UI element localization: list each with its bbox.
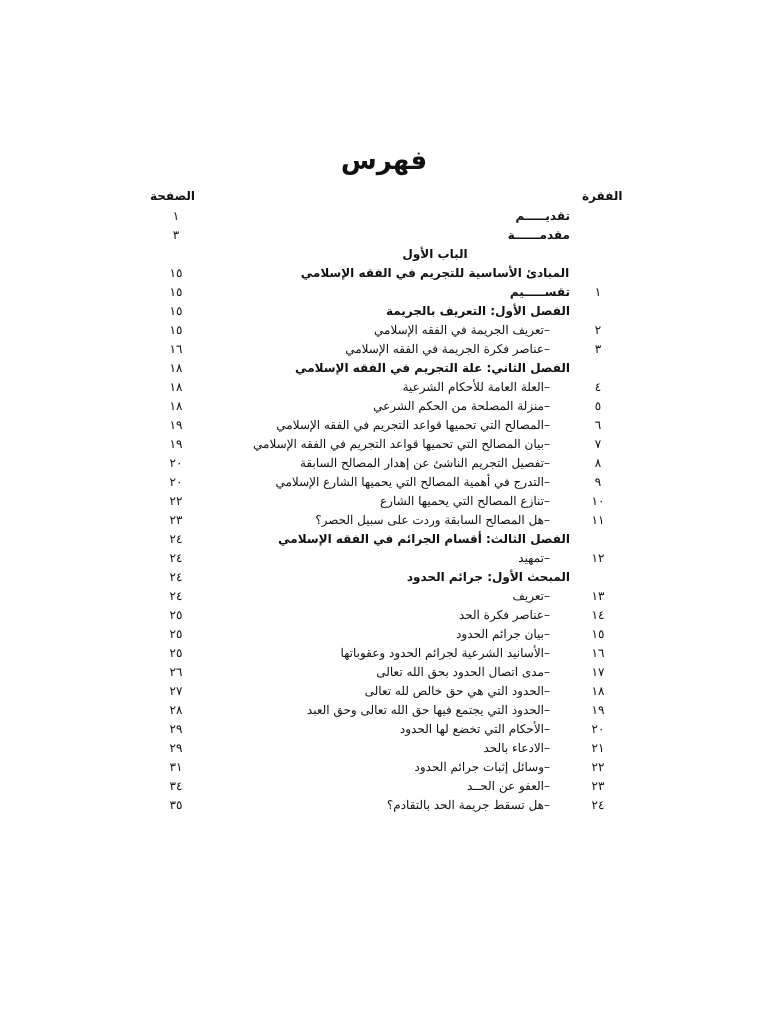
toc-entry-title: الحدود التي يجتمع فيها حق الله تعالى وحق العبد bbox=[306, 703, 544, 717]
toc-entry-title: تعريف الجريمة في الفقه الإسلامي bbox=[374, 323, 544, 337]
toc-entry-title: تعريف bbox=[512, 589, 544, 603]
toc-entry-title: تمهيد bbox=[518, 551, 544, 565]
toc-paragraph-number: ١٩ bbox=[591, 703, 605, 717]
toc-row bbox=[0, 701, 768, 720]
toc-entry-title: المبادئ الأساسية للتجريم في الفقه الإسلامي bbox=[300, 266, 570, 280]
toc-entry-title: تقســـــيم bbox=[509, 285, 570, 299]
toc-dash-bullet: – bbox=[544, 513, 550, 527]
page-title: فهرس bbox=[340, 146, 428, 176]
toc-page-number: ٢٠ bbox=[169, 475, 183, 489]
toc-page-number: ٢٤ bbox=[169, 532, 183, 546]
toc-page-number: ٢٤ bbox=[169, 589, 183, 603]
toc-row bbox=[0, 644, 768, 663]
toc-paragraph-number: ٢١ bbox=[591, 741, 605, 755]
toc-paragraph-number: ١٥ bbox=[591, 627, 605, 641]
toc-dash-bullet: – bbox=[544, 722, 550, 736]
toc-entry-title: التدرج في أهمية المصالح التي يحميها الشارع الإسلامي bbox=[275, 475, 544, 489]
toc-entry-title: عناصر فكرة الجريمة في الفقه الإسلامي bbox=[345, 342, 544, 356]
toc-paragraph-number: ٤ bbox=[594, 380, 602, 394]
toc-entry-title: الأسانيد الشرعية لجرائم الحدود وعقوباتها bbox=[340, 646, 544, 660]
toc-row bbox=[0, 264, 768, 283]
toc-entry-title: تفصيل التجريم الناشئ عن إهدار المصالح السابقة bbox=[299, 456, 544, 470]
toc-row bbox=[0, 454, 768, 473]
toc-row bbox=[0, 663, 768, 682]
toc-page-number: ١٨ bbox=[169, 380, 183, 394]
toc-dash-bullet: – bbox=[544, 323, 550, 337]
toc-page-number: ١٥ bbox=[169, 304, 183, 318]
toc-entry-title: مقدمــــــة bbox=[507, 228, 570, 242]
toc-paragraph-number: ٦ bbox=[594, 418, 602, 432]
toc-dash-bullet: – bbox=[544, 418, 550, 432]
toc-entry-title: الادعاء بالحد bbox=[483, 741, 544, 755]
toc-page-number: ٢٤ bbox=[169, 551, 183, 565]
toc-page-number: ١٨ bbox=[169, 399, 183, 413]
toc-row bbox=[0, 397, 768, 416]
toc-dash-bullet: – bbox=[544, 475, 550, 489]
toc-paragraph-number: ١٦ bbox=[591, 646, 605, 660]
toc-paragraph-number: ٢٢ bbox=[591, 760, 605, 774]
toc-paragraph-number: ٨ bbox=[594, 456, 602, 470]
toc-paragraph-number: ٣ bbox=[594, 342, 602, 356]
toc-entry-title: الأحكام التي تخضع لها الحدود bbox=[399, 722, 544, 736]
toc-row bbox=[0, 777, 768, 796]
toc-page-number: ١٥ bbox=[169, 285, 183, 299]
toc-dash-bullet: – bbox=[544, 399, 550, 413]
toc-dash-bullet: – bbox=[544, 456, 550, 470]
toc-entry-title: الباب الأول bbox=[402, 247, 468, 261]
toc-dash-bullet: – bbox=[544, 741, 550, 755]
toc-row bbox=[0, 758, 768, 777]
toc-row bbox=[0, 283, 768, 302]
toc-entry-title: الفصل الثالث: أقسام الجرائم في الفقه الإسلامي bbox=[278, 532, 570, 546]
toc-page-number: ٢٨ bbox=[169, 703, 183, 717]
toc-dash-bullet: – bbox=[544, 494, 550, 508]
toc-dash-bullet: – bbox=[544, 608, 550, 622]
toc-row bbox=[0, 492, 768, 511]
toc-entry-title: العلة العامة للأحكام الشرعية bbox=[402, 380, 544, 394]
toc-dash-bullet: – bbox=[544, 798, 550, 812]
toc-entry-title: الحدود التي هي حق خالص لله تعالى bbox=[364, 684, 544, 698]
toc-row bbox=[0, 416, 768, 435]
toc-row bbox=[0, 568, 768, 587]
toc-page-number: ٣٤ bbox=[169, 779, 183, 793]
toc-page-number: ٣٥ bbox=[169, 798, 183, 812]
toc-paragraph-number: ١١ bbox=[591, 513, 605, 527]
toc-entry-title: بيان جرائم الحدود bbox=[456, 627, 544, 641]
toc-page-number: ١٥ bbox=[169, 323, 183, 337]
toc-page-number: ٢٤ bbox=[169, 570, 183, 584]
toc-dash-bullet: – bbox=[544, 342, 550, 356]
toc-paragraph-number: ١٢ bbox=[591, 551, 605, 565]
toc-dash-bullet: – bbox=[544, 627, 550, 641]
toc-entry-title: منزلة المصلحة من الحكم الشرعي bbox=[373, 399, 544, 413]
toc-list bbox=[0, 207, 768, 815]
toc-page-number: ٢٦ bbox=[169, 665, 183, 679]
toc-page-number: ٢٥ bbox=[169, 646, 183, 660]
toc-row bbox=[0, 340, 768, 359]
toc-dash-bullet: – bbox=[544, 589, 550, 603]
toc-row bbox=[0, 511, 768, 530]
toc-row bbox=[0, 682, 768, 701]
toc-page-number: ١٩ bbox=[169, 418, 183, 432]
toc-row bbox=[0, 606, 768, 625]
toc-page-number: ٢٥ bbox=[169, 627, 183, 641]
toc-row bbox=[0, 207, 768, 226]
toc-page-number: ١٥ bbox=[169, 266, 183, 280]
toc-entry-title: الفصل الثاني: علة التجريم في الفقه الإسلامي bbox=[295, 361, 570, 375]
toc-row bbox=[0, 359, 768, 378]
toc-entry-title: المصالح التي تحميها قواعد التجريم في الفقه الإسلامي bbox=[276, 418, 544, 432]
toc-paragraph-number: ١٧ bbox=[591, 665, 605, 679]
toc-page-number: ١٩ bbox=[169, 437, 183, 451]
toc-paragraph-number: ٧ bbox=[594, 437, 602, 451]
toc-dash-bullet: – bbox=[544, 665, 550, 679]
toc-dash-bullet: – bbox=[544, 760, 550, 774]
toc-paragraph-number: ١٨ bbox=[591, 684, 605, 698]
toc-page-number: ٢٩ bbox=[169, 722, 183, 736]
toc-page-number: ٣ bbox=[172, 228, 180, 242]
toc-paragraph-number: ٢٠ bbox=[591, 722, 605, 736]
toc-row bbox=[0, 720, 768, 739]
toc-row bbox=[0, 321, 768, 340]
page-column-header: الصفحة bbox=[150, 189, 196, 203]
toc-row bbox=[0, 473, 768, 492]
toc-paragraph-number: ١٣ bbox=[591, 589, 605, 603]
toc-paragraph-number: ١٤ bbox=[591, 608, 605, 622]
toc-row bbox=[0, 587, 768, 606]
toc-row bbox=[0, 435, 768, 454]
toc-dash-bullet: – bbox=[544, 551, 550, 565]
toc-paragraph-number: ٢٤ bbox=[591, 798, 605, 812]
toc-dash-bullet: – bbox=[544, 779, 550, 793]
toc-entry-title: بيان المصالح التي تحميها قواعد التجريم في الفقه الإسلامي bbox=[253, 437, 544, 451]
toc-paragraph-number: ١٠ bbox=[591, 494, 605, 508]
toc-row bbox=[0, 226, 768, 245]
toc-row bbox=[0, 378, 768, 397]
toc-entry-title: هل تسقط جريمة الحد بالتقادم؟ bbox=[386, 798, 544, 812]
toc-page-number: ٢٩ bbox=[169, 741, 183, 755]
toc-dash-bullet: – bbox=[544, 437, 550, 451]
toc-dash-bullet: – bbox=[544, 684, 550, 698]
toc-row bbox=[0, 549, 768, 568]
toc-page-number: ٢٣ bbox=[169, 513, 183, 527]
toc-entry-title: مدى اتصال الحدود بحق الله تعالى bbox=[376, 665, 544, 679]
toc-page-number: ١ bbox=[172, 209, 180, 223]
toc-paragraph-number: ٢٣ bbox=[591, 779, 605, 793]
toc-row bbox=[0, 739, 768, 758]
toc-entry-title: تنازع المصالح التي يحميها الشارع bbox=[380, 494, 544, 508]
toc-dash-bullet: – bbox=[544, 380, 550, 394]
toc-row bbox=[0, 302, 768, 321]
toc-entry-title: وسائل إثبات جرائم الحدود bbox=[414, 760, 544, 774]
toc-row bbox=[0, 625, 768, 644]
paragraph-column-header: الفقرة bbox=[582, 189, 623, 203]
toc-row bbox=[0, 796, 768, 815]
toc-entry-title: عناصر فكرة الحد bbox=[458, 608, 544, 622]
toc-entry-title: العفو عن الحــد bbox=[466, 779, 544, 793]
toc-page-number: ١٦ bbox=[169, 342, 183, 356]
toc-dash-bullet: – bbox=[544, 646, 550, 660]
toc-page-number: ٣١ bbox=[169, 760, 183, 774]
toc-paragraph-number: ٩ bbox=[594, 475, 602, 489]
toc-entry-title: تقديـــــم bbox=[515, 209, 570, 223]
toc-paragraph-number: ٢ bbox=[594, 323, 602, 337]
toc-entry-title: هل المصالح السابقة وردت على سبيل الحصر؟ bbox=[315, 513, 544, 527]
toc-page-number: ٢٧ bbox=[169, 684, 183, 698]
toc-paragraph-number: ٥ bbox=[594, 399, 602, 413]
toc-row bbox=[0, 245, 768, 264]
toc-page-number: ٢٥ bbox=[169, 608, 183, 622]
toc-page-number: ١٨ bbox=[169, 361, 183, 375]
toc-page-number: ٢٠ bbox=[169, 456, 183, 470]
toc-entry-title: الفصل الأول: التعريف بالجريمة bbox=[385, 304, 570, 318]
toc-dash-bullet: – bbox=[544, 703, 550, 717]
toc-row bbox=[0, 530, 768, 549]
toc-page-number: ٢٢ bbox=[169, 494, 183, 508]
toc-entry-title: المبحث الأول: جرائم الحدود bbox=[406, 570, 570, 584]
toc-paragraph-number: ١ bbox=[594, 285, 602, 299]
